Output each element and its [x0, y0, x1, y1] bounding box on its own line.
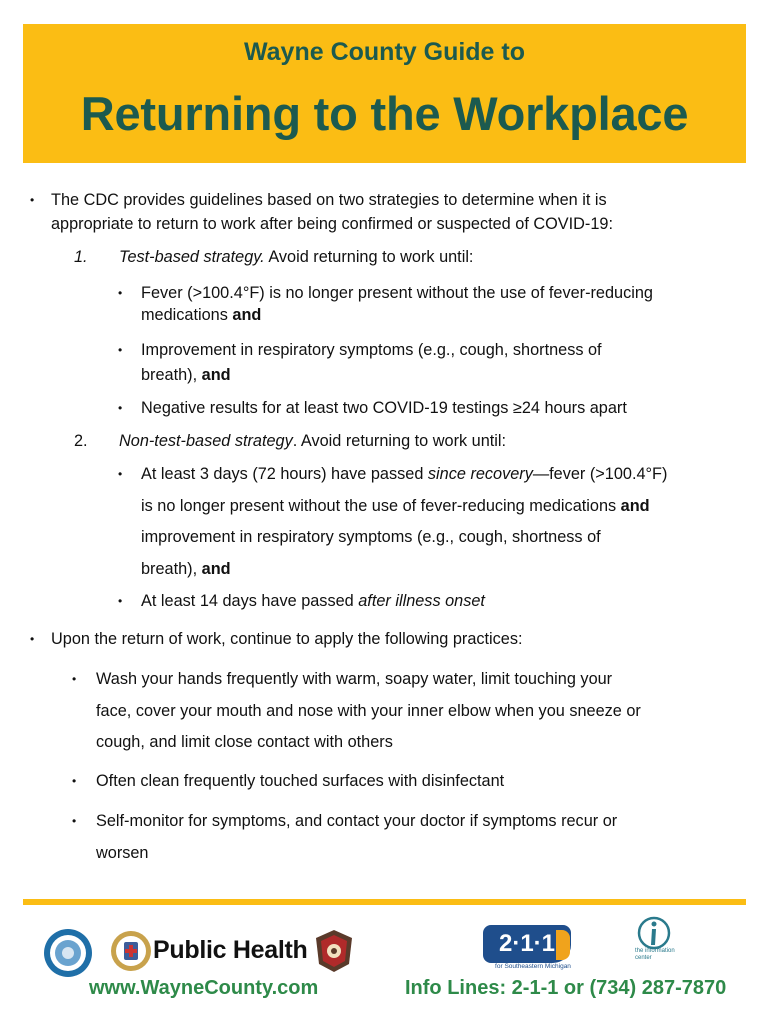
- strategy-2-name: Non-test-based strategy: [119, 432, 293, 450]
- strategy-1-item-2-line-2: [141, 364, 231, 386]
- practices-intro: Upon the return of work, continue to apply the following practices:: [51, 630, 523, 648]
- strategy-1-item-2-text: breath),: [141, 366, 202, 384]
- strategy-1-name: Test-based strategy.: [119, 248, 265, 266]
- two-one-one-logo-accent: [556, 930, 570, 960]
- page-title: Returning to the Workplace: [80, 87, 689, 140]
- header-banner: [23, 24, 746, 163]
- and-emphasis: and: [232, 306, 262, 324]
- since-recovery-emphasis: since recovery: [427, 465, 533, 483]
- practice-3-line-1: Self-monitor for symptoms, and contact your doctor if symptoms recur or: [96, 812, 618, 830]
- strategy-1-item-3: Negative results for at least two COVID-19 testings ≥24 hours apart: [141, 399, 627, 417]
- banner-kicker: Wayne County Guide to: [243, 38, 526, 66]
- strategy-2-item-1-text: At least 3 days (72 hours) have passed: [141, 465, 428, 483]
- information-center-logo-icon: [633, 915, 675, 951]
- strategy-1-item-2-line-1: Improvement in respiratory symptoms (e.g., cough, shortness of: [141, 341, 602, 359]
- strategy-2-rest: . Avoid returning to work until:: [292, 432, 507, 450]
- strategy-1-item-1-text: medications: [141, 306, 233, 324]
- health-department-seal-icon: [110, 928, 152, 974]
- strategy-1-item-1-line-2: [141, 304, 261, 326]
- strategy-2-item-2: [141, 590, 485, 612]
- strategy-2-heading: [119, 430, 506, 452]
- bullet-icon: •: [72, 672, 77, 686]
- and-emphasis: and: [201, 366, 231, 384]
- strategy-2-item-2-text: At least 14 days have passed: [141, 592, 359, 610]
- after-illness-onset-emphasis: after illness onset: [358, 592, 485, 610]
- bullet-icon: •: [30, 193, 35, 207]
- bullet-icon: •: [118, 401, 123, 415]
- strategy-2-item-1-rest: —fever (>100.4°F): [532, 465, 668, 483]
- practice-1-line-1: Wash your hands frequently with warm, soapy water, limit touching your: [96, 670, 613, 688]
- and-emphasis: and: [201, 560, 231, 578]
- footer-divider: [23, 899, 746, 905]
- strategy-2-item-1-text-b: is no longer present without the use of fever-reducing medications: [141, 497, 621, 515]
- information-center-label: the information center: [635, 948, 675, 961]
- two-one-one-logo: 2·1·1: [483, 925, 571, 963]
- emergency-management-badge-icon: [313, 928, 355, 974]
- strategy-2-item-1-text-d: breath),: [141, 560, 202, 578]
- bullet-icon: •: [72, 774, 77, 788]
- bullet-icon: •: [118, 594, 123, 608]
- strategy-1-number: 1.: [74, 248, 88, 266]
- bullet-icon: •: [72, 814, 77, 828]
- practice-1-line-3: cough, and limit close contact with others: [96, 733, 393, 751]
- and-emphasis: and: [620, 497, 650, 515]
- strategy-1-heading: [119, 246, 473, 268]
- bullet-icon: •: [30, 632, 35, 646]
- strategy-2-number: 2.: [74, 432, 88, 450]
- strategy-2-item-1-line-2: [141, 495, 650, 517]
- practice-3-line-2: worsen: [96, 844, 149, 862]
- practice-2: Often clean frequently touched surfaces with disinfectant: [96, 772, 505, 790]
- strategy-2-item-1-line-4: [141, 558, 231, 580]
- bullet-icon: •: [118, 343, 123, 357]
- bullet-icon: •: [118, 467, 123, 481]
- public-health-label: Public Health: [153, 936, 308, 964]
- two-one-one-subtitle: for Southeastern Michigan: [495, 963, 571, 970]
- strategy-1-rest: Avoid returning to work until:: [264, 248, 474, 266]
- info-lines: Info Lines: 2-1-1 or (734) 287-7870: [405, 977, 727, 999]
- strategy-1-item-1-line-1: Fever (>100.4°F) is no longer present without the use of fever-reducing: [141, 284, 653, 302]
- strategy-2-item-1-line-1: [141, 463, 667, 485]
- strategy-2-item-1-line-3: improvement in respiratory symptoms (e.g., cough, shortness of: [141, 528, 601, 546]
- website-link[interactable]: www.WayneCounty.com: [89, 977, 319, 999]
- county-seal-icon: [43, 928, 93, 978]
- intro-line-2: appropriate to return to work after being confirmed or suspected of COVID-19:: [51, 215, 613, 233]
- intro-line-1: The CDC provides guidelines based on two strategies to determine when it is: [51, 191, 607, 209]
- practice-1-line-2: face, cover your mouth and nose with your inner elbow when you sneeze or: [96, 702, 641, 720]
- bullet-icon: •: [118, 286, 123, 300]
